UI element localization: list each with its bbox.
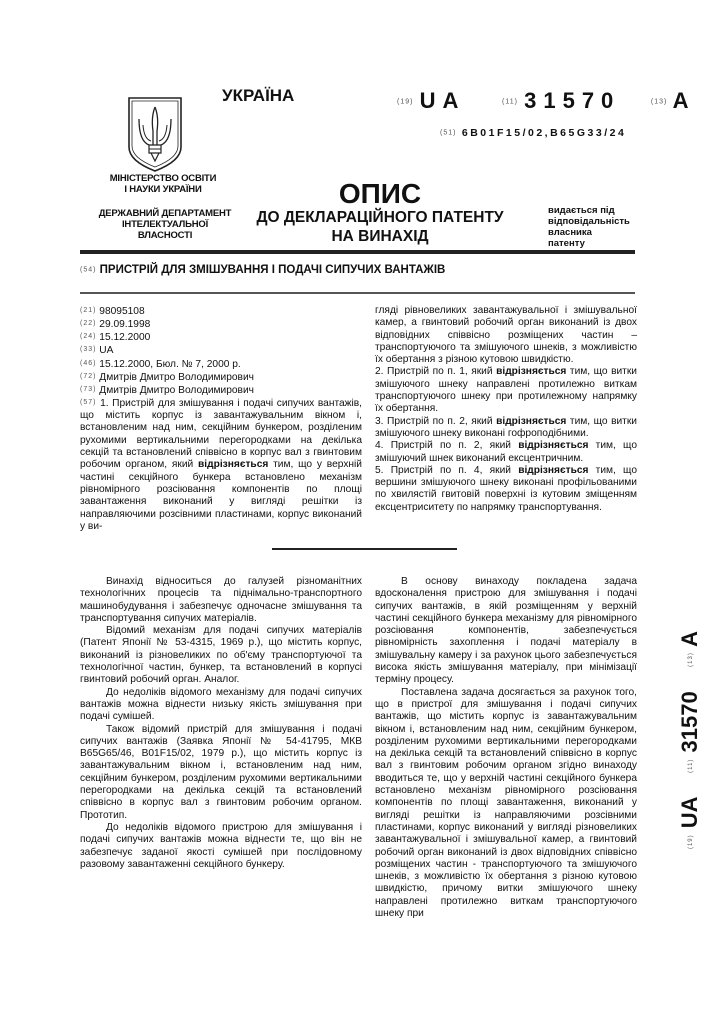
trident-coat-of-arms-icon	[125, 95, 185, 173]
description-paragraph: Також відомий пристрій для змішування і подачі сипучих вантажів (Заявка Японії № 54-41795, МКВ B65G65/46, B01F15/02, 1979 р.), що містить корпус із завантажувальним вікном і, встановленим над ним, секційним бункером, розділеним рухомими вертикальними перегородками на декілька секцій та встановлений співвісно в корпус вал з гвинтовим робочим органом. Прототип.	[80, 723, 362, 821]
description-paragraph: Винахід відноситься до галузей різноманітних технологічних процесів та піднімально-транспортного машинобудування і забезпечує одночасне змішування та транспортування сипучих матеріалів.	[80, 576, 362, 624]
claim-4	[375, 440, 637, 465]
inid-51: (51)	[440, 129, 457, 137]
description-paragraph: Відомий механізм для подачі сипучих матеріалів (Патент Японії № 53-4315, 1969 р.), що містить корпус, виконаний із різновеликих по об'єму транспортуючої та технологічної частин, бункер, та встановлений в корпусі гвинтовий робочий орган. Аналог.	[80, 625, 362, 686]
description-right-column	[375, 576, 637, 920]
description-paragraph: Поставлена задача досягається за рахунок того, що в пристрої для змішування і подачі сипучих вантажів, що містить корпус із завантажувальним вікном і, встановленим над ним, секційним бункером, розділеним рухомими вертикальними перегородками на декілька секцій та встановлений співвісно в корпус вал з гвинтовим робочим органом згідно винаходу вводиться те, що у верхній частині секційного бункера встановлено механізм рівномірного розсіювання компонентів по площі завантаження, виконаний у вигляді решітки із направляючими розсівними пластинами, корпус виконаний у вигляді різновеликих завантажувальної і змішувальної камер, а гвинтовий робочий орган виконаний із двох відповідних співвісно розміщених частин - транспортуючого та змішуючого шнеків, з можливістю їх обертання з різною кутовою швидкістю, причому витки змішуючого шнеку направлені протилежно виткам транспортуючого шнеку при	[375, 686, 637, 920]
ministry-name	[88, 173, 238, 195]
subtitle-line: НА ВИНАХІД	[331, 228, 429, 245]
claim-text: тим, що витки змішуючого шнеку виконані гофроподібними.	[375, 415, 637, 439]
inid-code: (22)	[80, 320, 97, 328]
claim-text: тим, що вершини змішуючого шнеку виконані профільованими по хвилястій гвитовій поверхні із кутовим зміщенням ексцентриситету по напрямку транспортування.	[375, 464, 637, 513]
issued-note-line: відповідальність	[548, 216, 630, 227]
inid-code: (46)	[80, 359, 97, 367]
claims-continued	[375, 305, 637, 514]
inid-57: (57)	[80, 398, 97, 406]
ipc-classification: 6B01F15/02,B65G33/24	[461, 127, 627, 139]
ipc-line	[440, 127, 626, 139]
description-paragraph: До недоліків відомого пристрою для змішування і подачі сипучих вантажів можна віднести те, що він не забезпечує заданої якості сумішей при послідовному разовому завантаженні секційного бункеру.	[80, 821, 362, 870]
inid-11: (11)	[688, 758, 695, 773]
biblio-value: 15.12.2000, Бюл. № 7, 2000 р.	[99, 358, 241, 370]
patent-number: 31570	[524, 88, 621, 113]
issued-note-line: патенту	[548, 238, 585, 249]
claim-1-start	[80, 397, 362, 533]
inid-19: (19)	[397, 98, 414, 106]
biblio-value: 15.12.2000	[99, 332, 151, 344]
claim-keyword: відрізняється	[496, 415, 567, 427]
department-line: ІНТЕЛЕКТУАЛЬНОЇ	[121, 219, 209, 230]
inid-11: (11)	[502, 98, 518, 106]
inid-code: (21)	[80, 307, 97, 314]
inid-code: (33)	[80, 346, 97, 354]
claim-keyword: відрізняється	[518, 440, 589, 452]
inid-code: (73)	[80, 385, 97, 393]
bibliographic-data	[80, 305, 362, 533]
biblio-row	[80, 305, 362, 318]
biblio-value: 29.09.1998	[99, 318, 151, 330]
department-line: ДЕРЖАВНИЙ ДЕПАРТАМЕНТ	[98, 208, 232, 219]
department-name	[80, 208, 250, 241]
claim-keyword: відрізняється	[198, 459, 269, 471]
claim-text: тим, що змішуючий шнек виконаний ексцентричним.	[375, 440, 637, 464]
claim-text: 3. Пристрій по п. 2, який	[375, 415, 497, 427]
patent-code-line	[397, 88, 689, 114]
issued-note-line: власника	[548, 227, 592, 238]
inid-54: (54)	[80, 266, 97, 274]
ministry-line: МІНІСТЕРСТВО ОСВІТИ	[109, 173, 217, 184]
claim-text: 2. Пристрій по п. 1, який	[375, 366, 497, 378]
claim-text: 5. Пристрій по п. 4, який	[375, 464, 519, 476]
issued-note	[548, 205, 658, 249]
biblio-row	[80, 331, 362, 344]
biblio-row	[80, 344, 362, 357]
claim-text: тим, що витки змішуючого шнеку направлені протилежно виткам транспортуючого шнеку при протилежному напрямку їх обертання.	[375, 366, 637, 415]
inid-code: (24)	[80, 333, 97, 341]
ministry-line: І НАУКИ УКРАЇНИ	[124, 184, 202, 195]
claim-1-text: 1. Пристрій для змішування і подачі сипучих вантажів, що містить корпус із завантажувальним вікном і, встановленим над ним, секційним бункером, розділеним рухомими вертикальними перегородками на декілька секцій та встановлений співвісно в корпус вал з гвинтовим робочим органом, який відрізняється тим, що у верхній частині секційного бункера встановлено механізм рівномірного розсіювання компонентів по площі завантаження виконаний у вигляді решітки із направляючими розсівними пластинами, корпус виконаний у ви-	[80, 397, 362, 532]
department-line: ВЛАСНОСТІ	[137, 230, 193, 241]
document-title: ОПИС	[338, 178, 422, 209]
country-code: UA	[419, 88, 466, 113]
description-paragraph: В основу винаходу покладена задача вдосконалення пристрою для змішування і подачі сипучих вантажів, в якій розміщенням у верхній частині секційного бункера механізму для рівномірного розсіювання компонентів, забезпечується рівномірність захоплення і подачі матеріалу в змішувальну камеру і за рахунок цього забезпечується висока якість змішування матеріалу, при мінімізації терміну процесу.	[375, 576, 637, 686]
claim-text: 4. Пристрій по п. 2, який	[375, 440, 519, 452]
kind-code: A	[677, 630, 702, 647]
biblio-row	[80, 384, 362, 397]
patent-number: 31570	[677, 691, 702, 753]
description-left-column	[80, 576, 362, 871]
inid-19: (19)	[688, 834, 695, 850]
biblio-value: Дмитрів Дмитро Володимирович	[99, 371, 254, 383]
claim-keyword: відрізняється	[496, 366, 567, 378]
kind-code: A	[672, 88, 689, 113]
section-divider	[272, 548, 457, 550]
subtitle-line: ДО ДЕКЛАРАЦІЙНОГО ПАТЕНТУ	[256, 209, 504, 226]
country-name: УКРАЇНА	[222, 86, 295, 105]
side-patent-code	[677, 631, 703, 849]
biblio-value: UA	[99, 345, 114, 357]
inid-code: (72)	[80, 372, 97, 380]
description-paragraph: До недоліків відомого механізму для подачі сипучих вантажів можна віднести низьку якість змішування при подачі сумішей.	[80, 686, 362, 723]
title-divider	[80, 292, 635, 294]
biblio-row	[80, 358, 362, 371]
biblio-value: 98095108	[99, 305, 145, 317]
invention-title-text: ПРИСТРІЙ ДЛЯ ЗМІШУВАННЯ І ПОДАЧІ СИПУЧИХ ВАНТАЖІВ	[99, 264, 446, 276]
claim-1-continued: гляді рівновеликих завантажувальної і змішувальної камер, а гвинтовий робочий орган виконаний із двох відповідних співвісно розміщених частин – транспортуючого та змішуючого шнеків, з можливістю їх обертання з різною кутовою швидкістю.	[375, 305, 637, 366]
side-patent-label	[660, 590, 720, 890]
inid-13: (13)	[650, 98, 668, 106]
issued-note-line: видається під	[548, 205, 615, 216]
invention-title	[80, 264, 445, 276]
biblio-value: Дмитрів Дмитро Володимирович	[99, 384, 254, 396]
claim-2	[375, 366, 637, 415]
inid-13: (13)	[688, 652, 695, 667]
claim-5	[375, 465, 637, 514]
document-subtitle	[255, 208, 505, 246]
biblio-row	[80, 318, 362, 331]
country-code: UA	[677, 797, 702, 829]
claim-3	[375, 416, 637, 441]
header-divider	[80, 250, 635, 254]
biblio-row	[80, 371, 362, 384]
claim-keyword: відрізняється	[518, 464, 589, 476]
